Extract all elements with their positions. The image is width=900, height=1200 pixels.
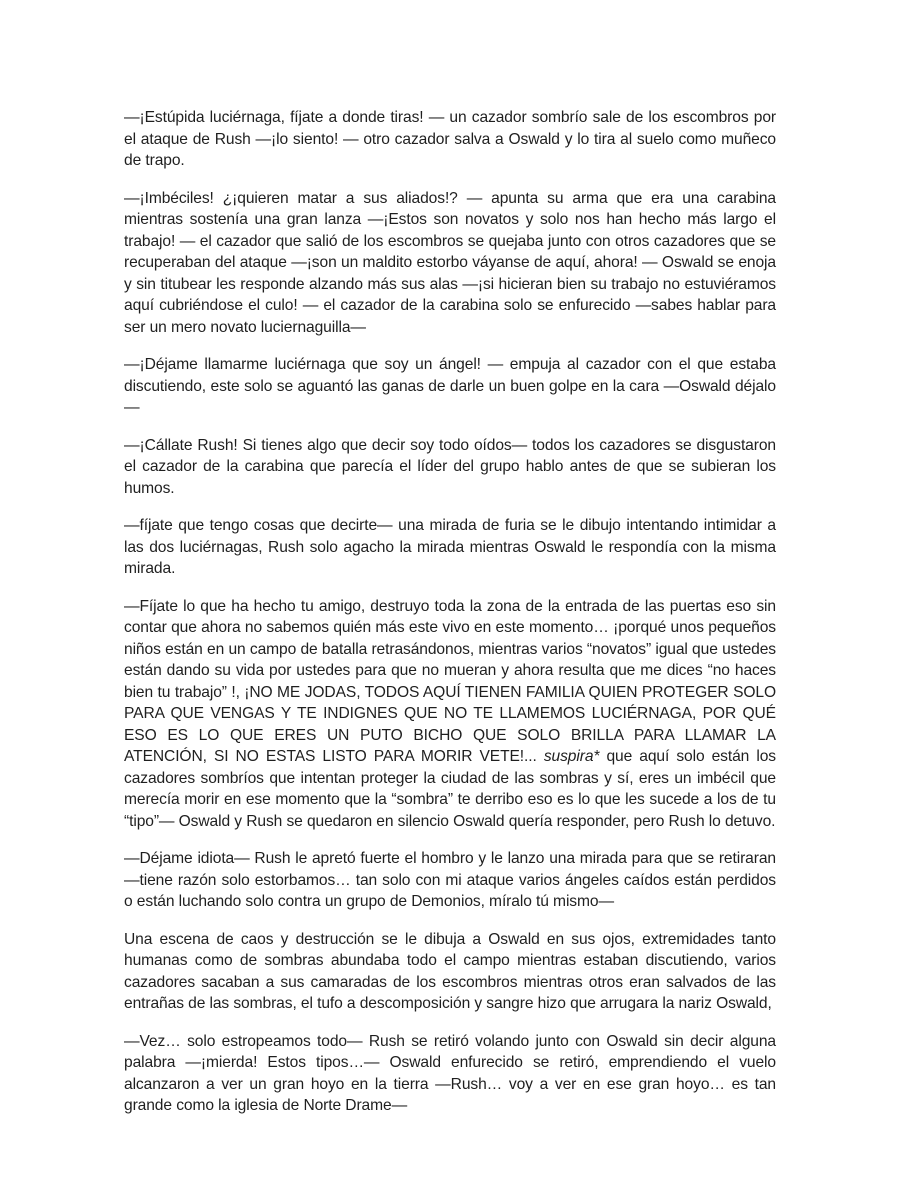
paragraph-5: —fíjate que tengo cosas que decirte— una mirada de furia se le dibujo intentando intimidar a las dos luciérnagas, Rush solo agacho la mirada mientras Oswald le respondía con la misma mirada. — [124, 517, 776, 577]
paragraph-8: Una escena de caos y destrucción se le dibuja a Oswald en sus ojos, extremidades tanto humanas como de sombras abundaba todo el campo mientras estaban discutiendo, varios cazadores sacaban a sus camaradas de los escombros mientras otros eran salvados de las entrañas de las sombras, el tufo a descomposición y sangre hizo que arrugara la nariz Oswald, — [124, 930, 776, 1012]
paragraph-7: —Déjame idiota— Rush le apretó fuerte el hombro y le lanzo una mirada para que se retiraran —tiene razón solo estorbamos… tan solo con mi ataque varios ángeles caídos están perdidos o están luchando solo contra un grupo de Demonios, míralo tú mismo— — [124, 850, 776, 910]
paragraph-6-text-after: que aquí solo están los cazadores sombríos que intentan proteger la ciudad de las sombras y sí, eres un imbécil que merecía morir en ese momento que la “sombra” te derribo eso es lo que les sucede a los de tu “tipo”— Oswald y Rush se quedaron en silencio Oswald quería responder, pero Rush lo detuvo. — [124, 748, 776, 830]
paragraph-2: —¡Imbéciles! ¿¡quieren matar a sus aliados!? — apunta su arma que era una carabina mientras sostenía una gran lanza —¡Estos son novatos y solo nos han hecho más largo el trabajo! — el cazador que salió de los escombros se quejaba junto con otros cazadores que se recuperaban del ataque —¡son un maldito estorbo váyanse de aquí, ahora! — Oswald se enoja y sin titubear les responde alzando más sus alas —¡si hicieran bien su trabajo no estuviéramos aquí cubriéndose el culo! — el cazador de la carabina solo se enfurecido —sabes hablar para ser un mero novato luciernaguilla— — [124, 189, 776, 336]
paragraph-4: —¡Cállate Rush! Si tienes algo que decir soy todo oídos— todos los cazadores se disgustaron el cazador de la carabina que parecía el líder del grupo hablo antes de que se subieran los humos. — [124, 436, 776, 497]
body-text — [124, 107, 776, 1133]
paragraph-6-emphasis: suspira* — [543, 748, 600, 765]
paragraph-6 — [124, 596, 776, 833]
paragraph-1: —¡Estúpida luciérnaga, fíjate a donde tiras! — un cazador sombrío sale de los escombros por el ataque de Rush —¡lo siento! — otro cazador salva a Oswald y lo tira al suelo como muñeco de trapo. — [124, 109, 776, 169]
paragraph-6-text-before: —Fíjate lo que ha hecho tu amigo, destruyo toda la zona de la entrada de las puertas eso sin contar que ahora no sabemos quién más este vivo en este momento… ¡porqué unos pequeños niños están en un campo de batalla retrasándonos, mientras varios “novatos” igual que ustedes están dando su vida por ustedes para que no mueran y ahora resulta que me dices “no haces bien tu trabajo” !, ¡NO ME JODAS, TODOS AQUÍ TIENEN FAMILIA QUIEN PROTEGER SOLO PARA QUE VENGAS Y TE INDIGNES QUE NO TE LLAMEMOS LUCIÉRNAGA, POR QUÉ ESO ES LO QUE ERES UN PUTO BICHO QUE SOLO BRILLA PARA LLAMAR LA ATENCIÓN, SI NO ESTAS LISTO PARA MORIR VETE!... — [124, 597, 776, 765]
paragraph-3: —¡Déjame llamarme luciérnaga que soy un ángel! — empuja al cazador con el que estaba discutiendo, este solo se aguantó las ganas de darle un buen golpe en la cara —Oswald déjalo— — [124, 356, 776, 416]
paragraph-9: —Vez… solo estropeamos todo— Rush se retiró volando junto con Oswald sin decir alguna palabra —¡mierda! Estos tipos…— Oswald enfurecido se retiró, emprendiendo el vuelo alcanzaron a ver un gran hoyo en la tierra —Rush… voy a ver en ese gran hoyo… es tan grande como la iglesia de Norte Drame— — [124, 1032, 776, 1114]
